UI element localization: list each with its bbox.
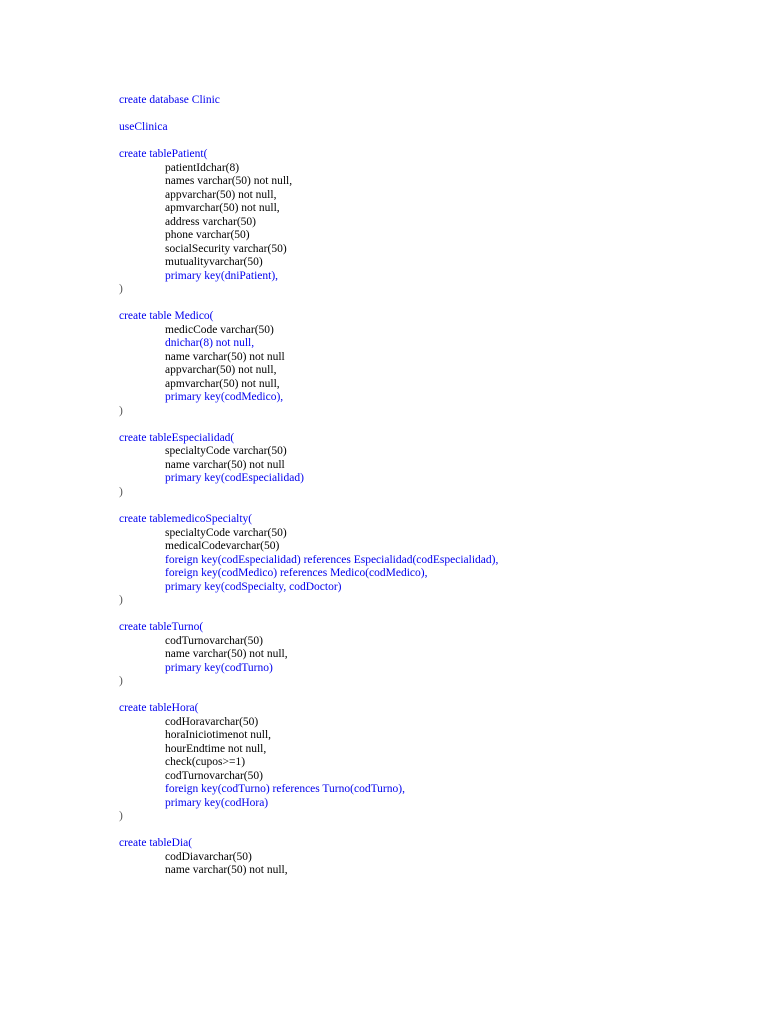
- sql-primary-key-line: primary key(codEspecialidad): [165, 472, 304, 484]
- sql-column-line: codTurnovarchar(50): [165, 635, 263, 647]
- sql-primary-key-line: primary key(codHora): [165, 797, 269, 809]
- sql-column-line: names varchar(50) not null,: [165, 175, 293, 187]
- sql-line-create-table-dia: create tableDia(: [119, 837, 193, 849]
- sql-line-create-table-especialidad: create tableEspecialidad(: [119, 432, 235, 444]
- sql-line-create-table-hora: create tableHora(: [119, 702, 199, 714]
- sql-check-line: check(cupos>=1): [165, 756, 246, 768]
- sql-closing-paren: ): [119, 810, 123, 822]
- sql-primary-key-line: primary key(codMedico),: [165, 391, 284, 403]
- sql-column-line: mutualityvarchar(50): [165, 256, 263, 268]
- sql-column-line: name varchar(50) not null,: [165, 648, 288, 660]
- sql-line-create-table-turno: create tableTurno(: [119, 621, 204, 633]
- sql-column-line: socialSecurity varchar(50): [165, 243, 287, 255]
- sql-closing-paren: ): [119, 486, 123, 498]
- sql-column-line: patientIdchar(8): [165, 162, 240, 174]
- sql-column-line: hourEndtime not null,: [165, 743, 267, 755]
- sql-line-use: useClinica: [119, 121, 168, 133]
- sql-closing-paren: ): [119, 283, 123, 295]
- sql-closing-paren: ): [119, 594, 123, 606]
- sql-column-line: medicCode varchar(50): [165, 324, 274, 336]
- sql-foreign-key-line: foreign key(codEspecialidad) references Especialidad(codEspecialidad),: [165, 554, 499, 566]
- sql-closing-paren: ): [119, 675, 123, 687]
- sql-column-line: specialtyCode varchar(50): [165, 445, 287, 457]
- sql-column-line: appvarchar(50) not null,: [165, 364, 277, 376]
- sql-foreign-key-line: foreign key(codTurno) references Turno(codTurno),: [165, 783, 405, 795]
- sql-column-line: name varchar(50) not null,: [165, 864, 288, 876]
- sql-foreign-key-line: foreign key(codMedico) references Medico(codMedico),: [165, 567, 428, 579]
- sql-column-line: apmvarchar(50) not null,: [165, 202, 280, 214]
- sql-column-line: codHoravarchar(50): [165, 716, 259, 728]
- sql-line-create-table-medico: create table Medico(: [119, 310, 214, 322]
- sql-closing-paren: ): [119, 405, 123, 417]
- sql-column-line: phone varchar(50): [165, 229, 250, 241]
- sql-primary-key-line: primary key(dniPatient),: [165, 270, 279, 282]
- sql-primary-key-line: primary key(codTurno): [165, 662, 273, 674]
- sql-line-create-table-patient: create tablePatient(: [119, 148, 208, 160]
- sql-column-line: name varchar(50) not null: [165, 459, 285, 471]
- sql-column-line: appvarchar(50) not null,: [165, 189, 277, 201]
- sql-column-line: codDiavarchar(50): [165, 851, 252, 863]
- sql-column-line: specialtyCode varchar(50): [165, 527, 287, 539]
- sql-column-line: codTurnovarchar(50): [165, 770, 263, 782]
- sql-column-line: medicalCodevarchar(50): [165, 540, 280, 552]
- sql-column-line: address varchar(50): [165, 216, 256, 228]
- sql-column-line: dnichar(8) not null,: [165, 337, 255, 349]
- sql-column-line: horaIniciotimenot null,: [165, 729, 272, 741]
- sql-line-create-table-medico-specialty: create tablemedicoSpecialty(: [119, 513, 253, 525]
- sql-column-line: name varchar(50) not null: [165, 351, 285, 363]
- sql-line-create-database: create database Clinic: [119, 94, 220, 106]
- sql-primary-key-line: primary key(codSpecialty, codDoctor): [165, 581, 342, 593]
- sql-column-line: apmvarchar(50) not null,: [165, 378, 280, 390]
